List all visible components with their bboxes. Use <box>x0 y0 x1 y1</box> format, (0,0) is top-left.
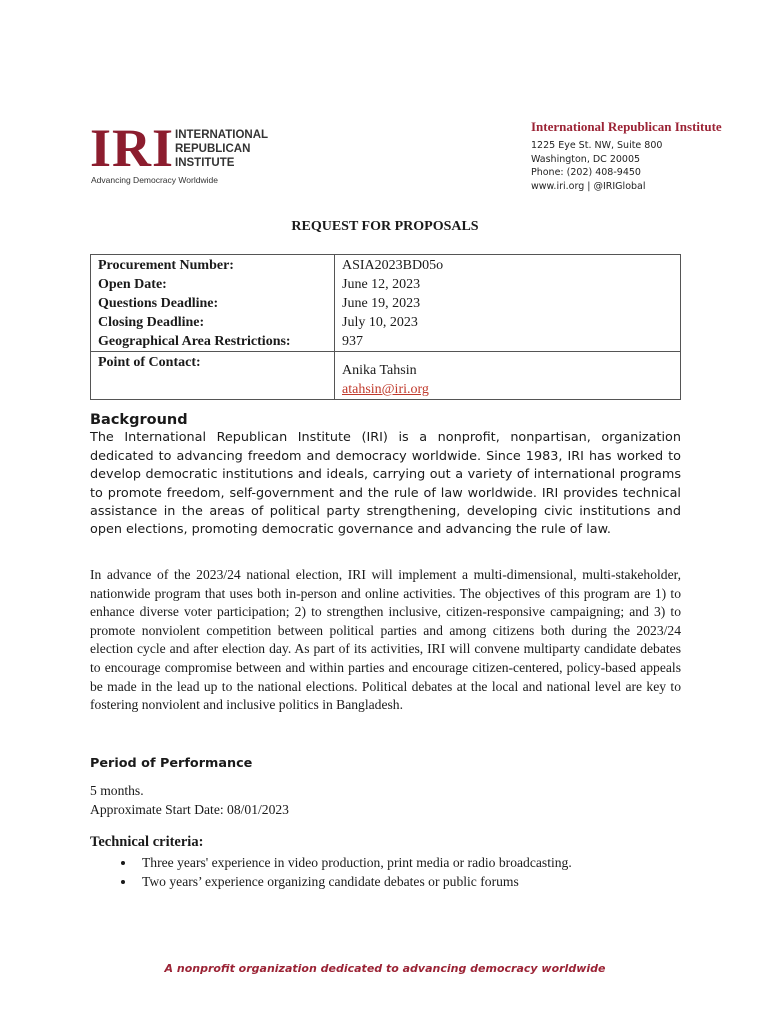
open-date-label: Open Date: <box>98 277 167 292</box>
address-phone: Phone: (202) 408-9450 <box>531 167 641 178</box>
technical-criteria-list <box>90 853 681 891</box>
info-values <box>335 255 681 352</box>
period-heading: Period of Performance <box>90 756 253 771</box>
period-duration: 5 months. <box>90 783 144 799</box>
contact-name: Anika Tahsin <box>342 363 417 378</box>
address-block <box>531 119 722 193</box>
contact-label: Point of Contact: <box>91 352 335 400</box>
background-heading: Background <box>90 412 188 428</box>
list-item: • Two years’ experience organizing candidate debates or public forums <box>136 872 681 891</box>
logo-tagline: Advancing Democracy Worldwide <box>91 175 218 185</box>
table-row <box>91 352 681 400</box>
geo-restrictions-value: 937 <box>342 334 363 349</box>
procurement-value: ASIA2023BD05o <box>342 258 444 273</box>
closing-deadline-label: Closing Deadline: <box>98 315 205 330</box>
background-section <box>90 411 681 540</box>
logo-mark: IRI <box>90 118 175 178</box>
background-paragraph: The International Republican Institute (IRI) is a nonprofit, nonpartisan, organization dedicated to advancing freedom and democracy worldwide. Since 1983, IRI has worked to develop democratic institutions and ideals, carrying out a variety of international programs to promote freedom, self-government and the rule of law worldwide. IRI provides technical assistance in the areas of political party strengthening, developing civic institutions and open elections, promoting democratic governance and advancing the rule of law. <box>90 430 681 538</box>
open-date-value: June 12, 2023 <box>342 277 421 292</box>
period-start-date: Approximate Start Date: 08/01/2023 <box>90 802 289 817</box>
document-title: REQUEST FOR PROPOSALS <box>291 219 479 234</box>
address-web[interactable]: www.iri.org | @IRIGlobal <box>531 180 646 192</box>
contact-email-link[interactable]: atahsin@iri.org <box>342 382 429 397</box>
page-footer: A nonprofit organization dedicated to advancing democracy worldwide <box>164 962 606 975</box>
program-section <box>90 566 681 715</box>
logo-words <box>175 128 268 170</box>
info-labels <box>91 255 335 352</box>
address-org: International Republican Institute <box>531 119 722 134</box>
iri-logo <box>90 118 290 190</box>
closing-deadline-value: July 10, 2023 <box>342 315 418 330</box>
logo-word: INSTITUTE <box>175 157 235 169</box>
table-row <box>91 255 681 352</box>
geo-restrictions-label: Geographical Area Restrictions: <box>98 334 291 349</box>
list-item: • Three years' experience in video production, print media or radio broadcasting. <box>136 853 681 872</box>
procurement-label: Procurement Number: <box>98 258 234 273</box>
logo-word: INTERNATIONAL <box>175 129 269 141</box>
questions-deadline-label: Questions Deadline: <box>98 296 219 311</box>
period-section <box>90 755 681 820</box>
questions-deadline-value: June 19, 2023 <box>342 296 421 311</box>
logo-word: REPUBLICAN <box>175 143 251 155</box>
contact-value <box>335 352 681 400</box>
address-line: Washington, DC 20005 <box>531 153 641 165</box>
program-paragraph: In advance of the 2023/24 national election, IRI will implement a multi-dimensional, multi-stakeholder, nationwide program that uses both in-person and online activities. The objectives of this program are 1) to enhance diverse voter participation; 2) to strengthen inclusive, citizen-responsive campaigning; and 3) to promote nonviolent competition between political parties and among citizens both during the 2023/24 election cycle and after election day. As part of its activities, IRI will convene multiparty candidate debates to encourage compromise between and within parties and encourage citizen-centered, policy-based appeals be made in the lead up to the national elections. Political debates at the local and national level are key to fostering nonviolent and inclusive politics in Bangladesh. <box>90 567 681 713</box>
procurement-info-table <box>90 254 681 400</box>
technical-heading: Technical criteria: <box>90 834 204 850</box>
technical-section <box>90 834 681 891</box>
address-line: 1225 Eye St. NW, Suite 800 <box>531 140 663 151</box>
